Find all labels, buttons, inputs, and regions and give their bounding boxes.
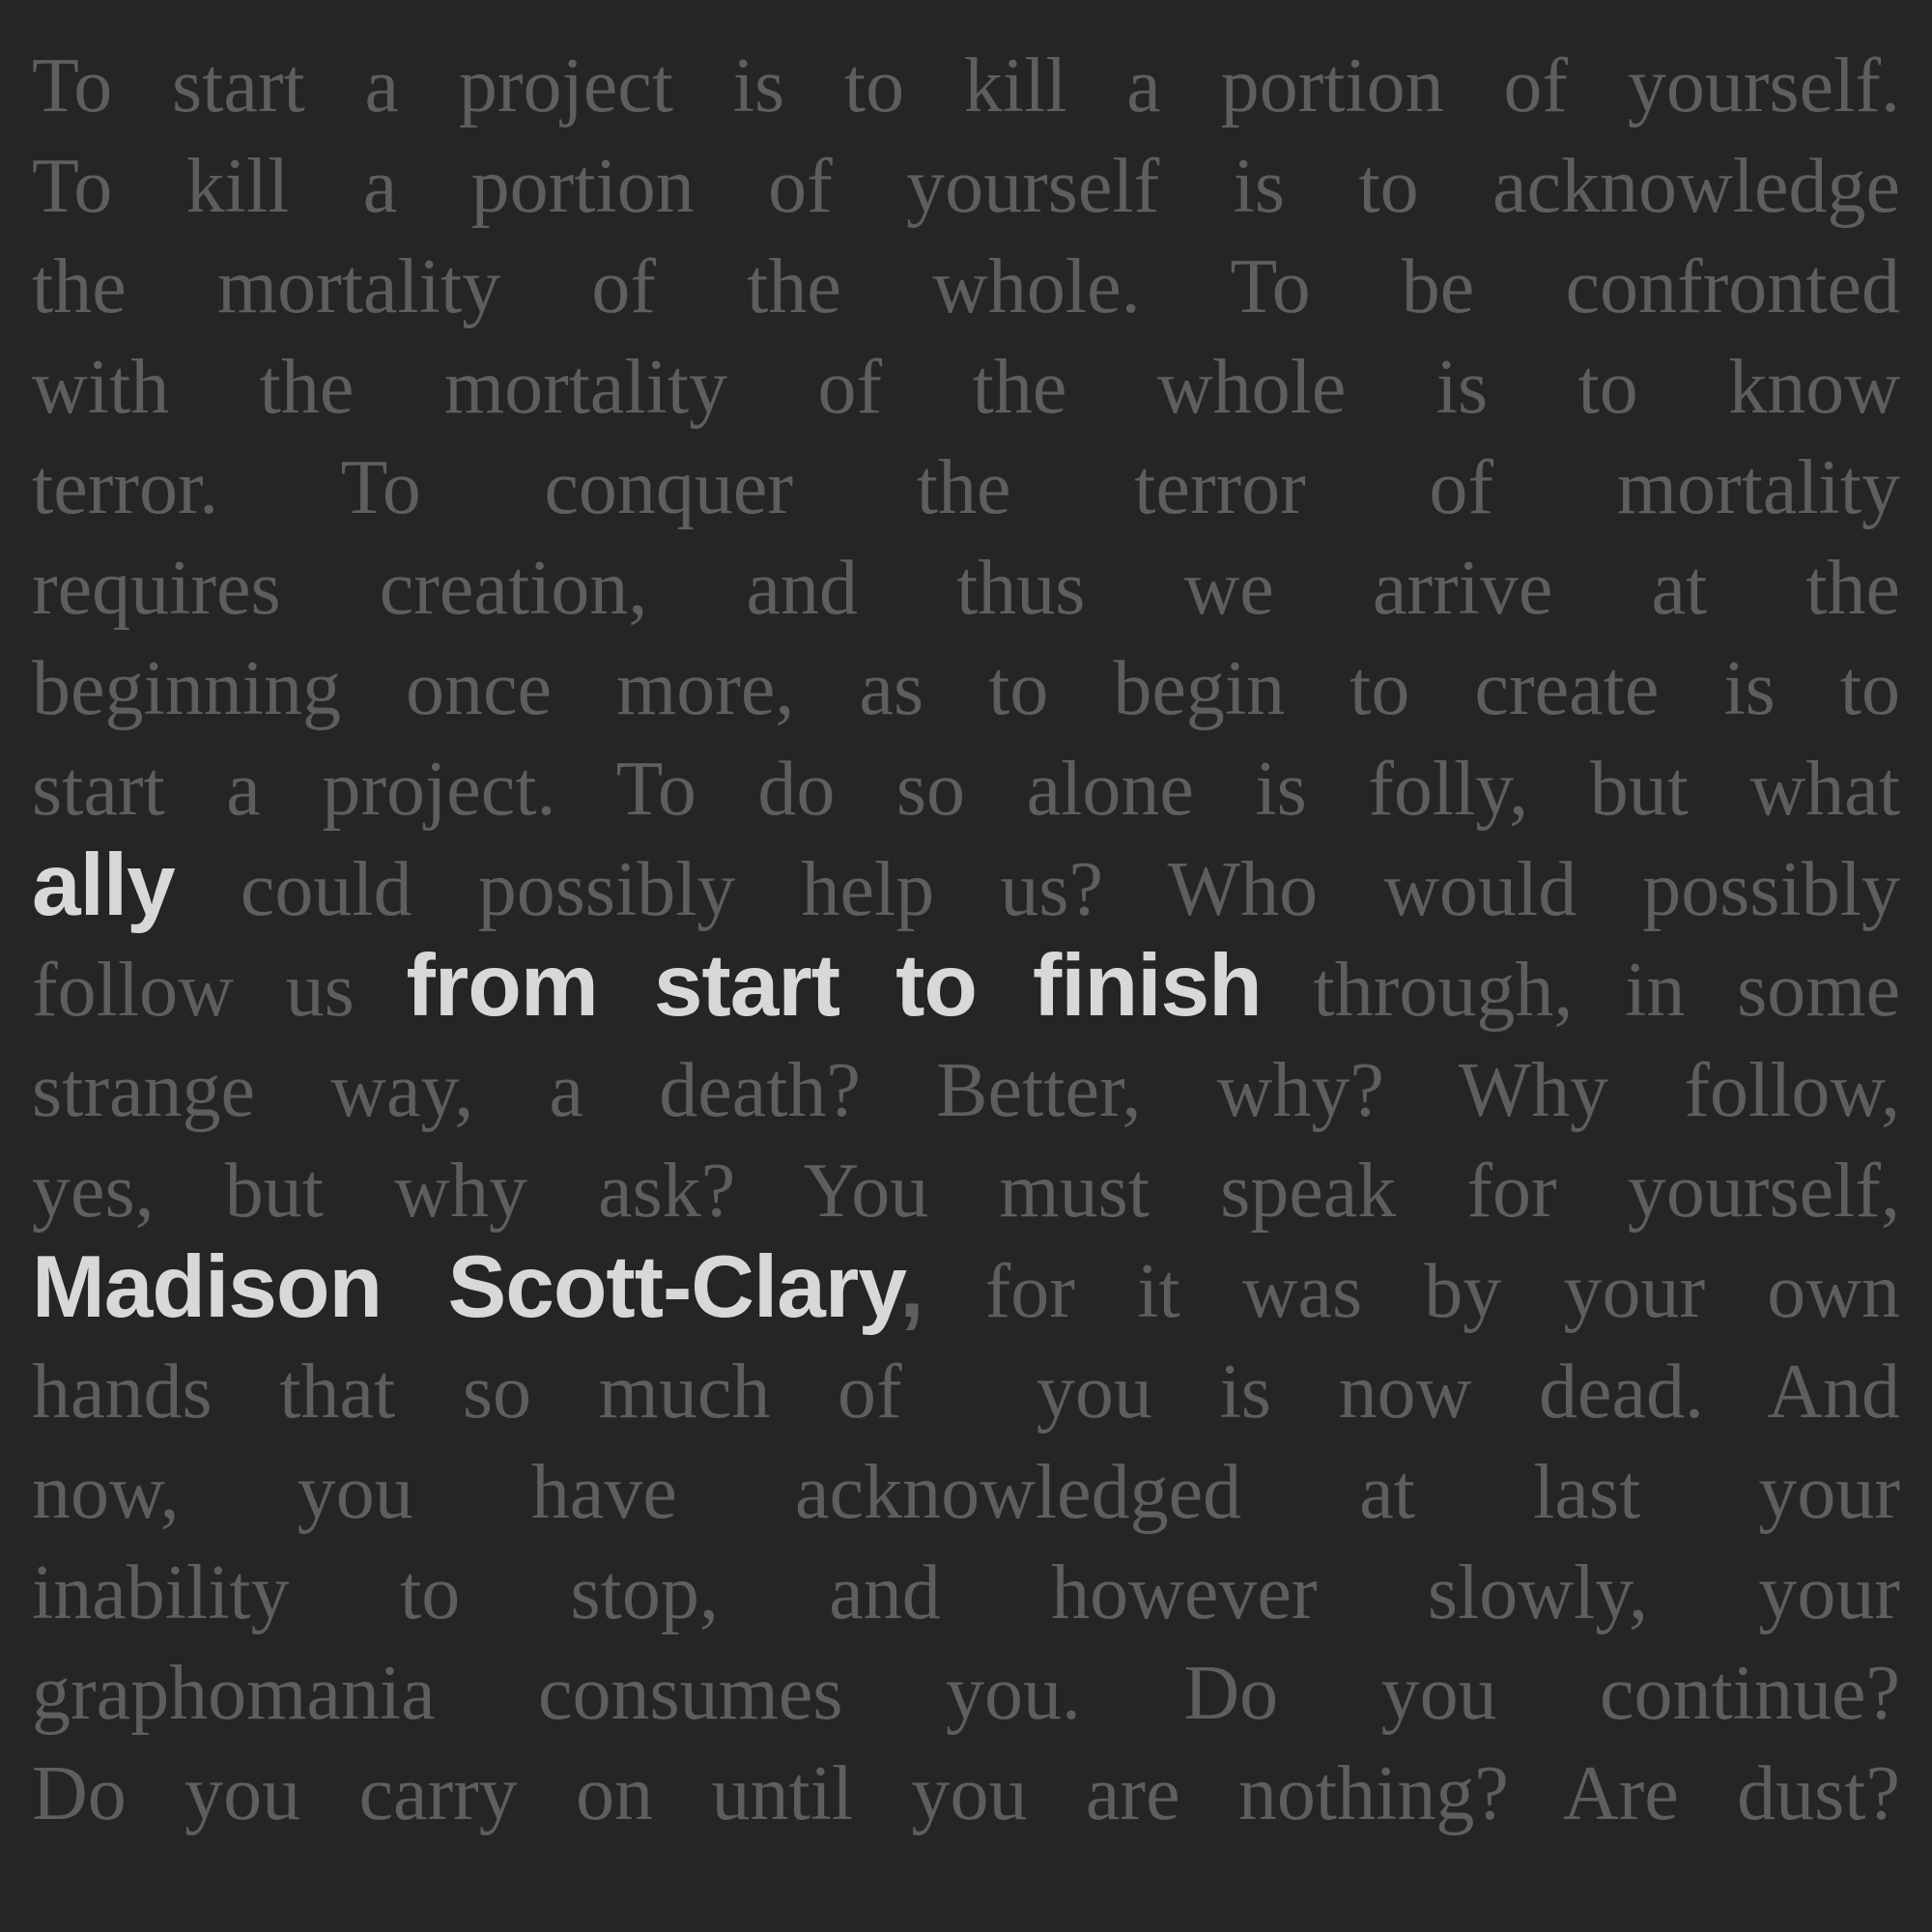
body-text: the mortality of the whole. To be confronted <box>32 244 1900 329</box>
text-line-05 <box>32 438 1900 538</box>
text-line-15 <box>32 1442 1900 1543</box>
cover-title: ally <box>32 837 175 934</box>
body-text: requires creation, and thus we arrive at the <box>32 546 1900 631</box>
body-text: To kill a portion of yourself is to acknowledge <box>32 144 1900 229</box>
body-text: for it was by your own <box>923 1249 1901 1334</box>
body-text: Do you carry on until you are nothing? Are dust? <box>32 1751 1900 1836</box>
body-text: now, you have acknowledged at last your <box>32 1450 1900 1535</box>
body-text: To start a project is to kill a portion of yourself. <box>32 43 1900 128</box>
text-line-04 <box>32 337 1900 438</box>
body-text: could possibly help us? Who would possibly <box>174 847 1900 932</box>
text-line-06 <box>32 538 1900 639</box>
body-text: with the mortality of the whole is to know <box>32 345 1900 430</box>
text-line-17 <box>32 1643 1900 1744</box>
body-text: inability to stop, and however slowly, your <box>32 1550 1900 1635</box>
text-line-11 <box>32 1040 1900 1141</box>
text-line-13 <box>32 1238 1901 1342</box>
body-text: beginning once more, as to begin to create is to <box>32 646 1900 731</box>
text-line-02 <box>32 136 1900 237</box>
cover-author: Madison Scott-Clary <box>32 1238 900 1336</box>
text-line-10 <box>32 937 1900 1040</box>
text-line-16 <box>32 1543 1900 1643</box>
body-text: start a project. To do so alone is folly, but what <box>32 747 1900 832</box>
cover-subtitle: from start to finish <box>406 937 1262 1035</box>
text-line-18 <box>32 1744 1900 1844</box>
body-text: yes, but why ask? You must speak for yourself, <box>32 1149 1900 1234</box>
body-text: hands that so much of you is now dead. And <box>32 1350 1900 1435</box>
body-text: through, in some <box>1261 948 1900 1033</box>
text-line-01 <box>32 36 1900 136</box>
body-text: follow us <box>32 948 407 1033</box>
body-text: graphomania consumes you. Do you continue? <box>32 1651 1900 1736</box>
text-line-14 <box>32 1342 1900 1442</box>
author-comma: , <box>899 1238 923 1336</box>
body-text: strange way, a death? Better, why? Why follow, <box>32 1048 1900 1133</box>
text-line-08 <box>32 739 1900 839</box>
text-line-07 <box>32 639 1900 739</box>
text-line-12 <box>32 1141 1900 1241</box>
body-text: terror. To conquer the terror of mortality <box>32 445 1900 530</box>
cover-paragraph <box>32 36 1900 1844</box>
text-line-03 <box>32 237 1900 337</box>
text-line-09 <box>32 839 1900 940</box>
